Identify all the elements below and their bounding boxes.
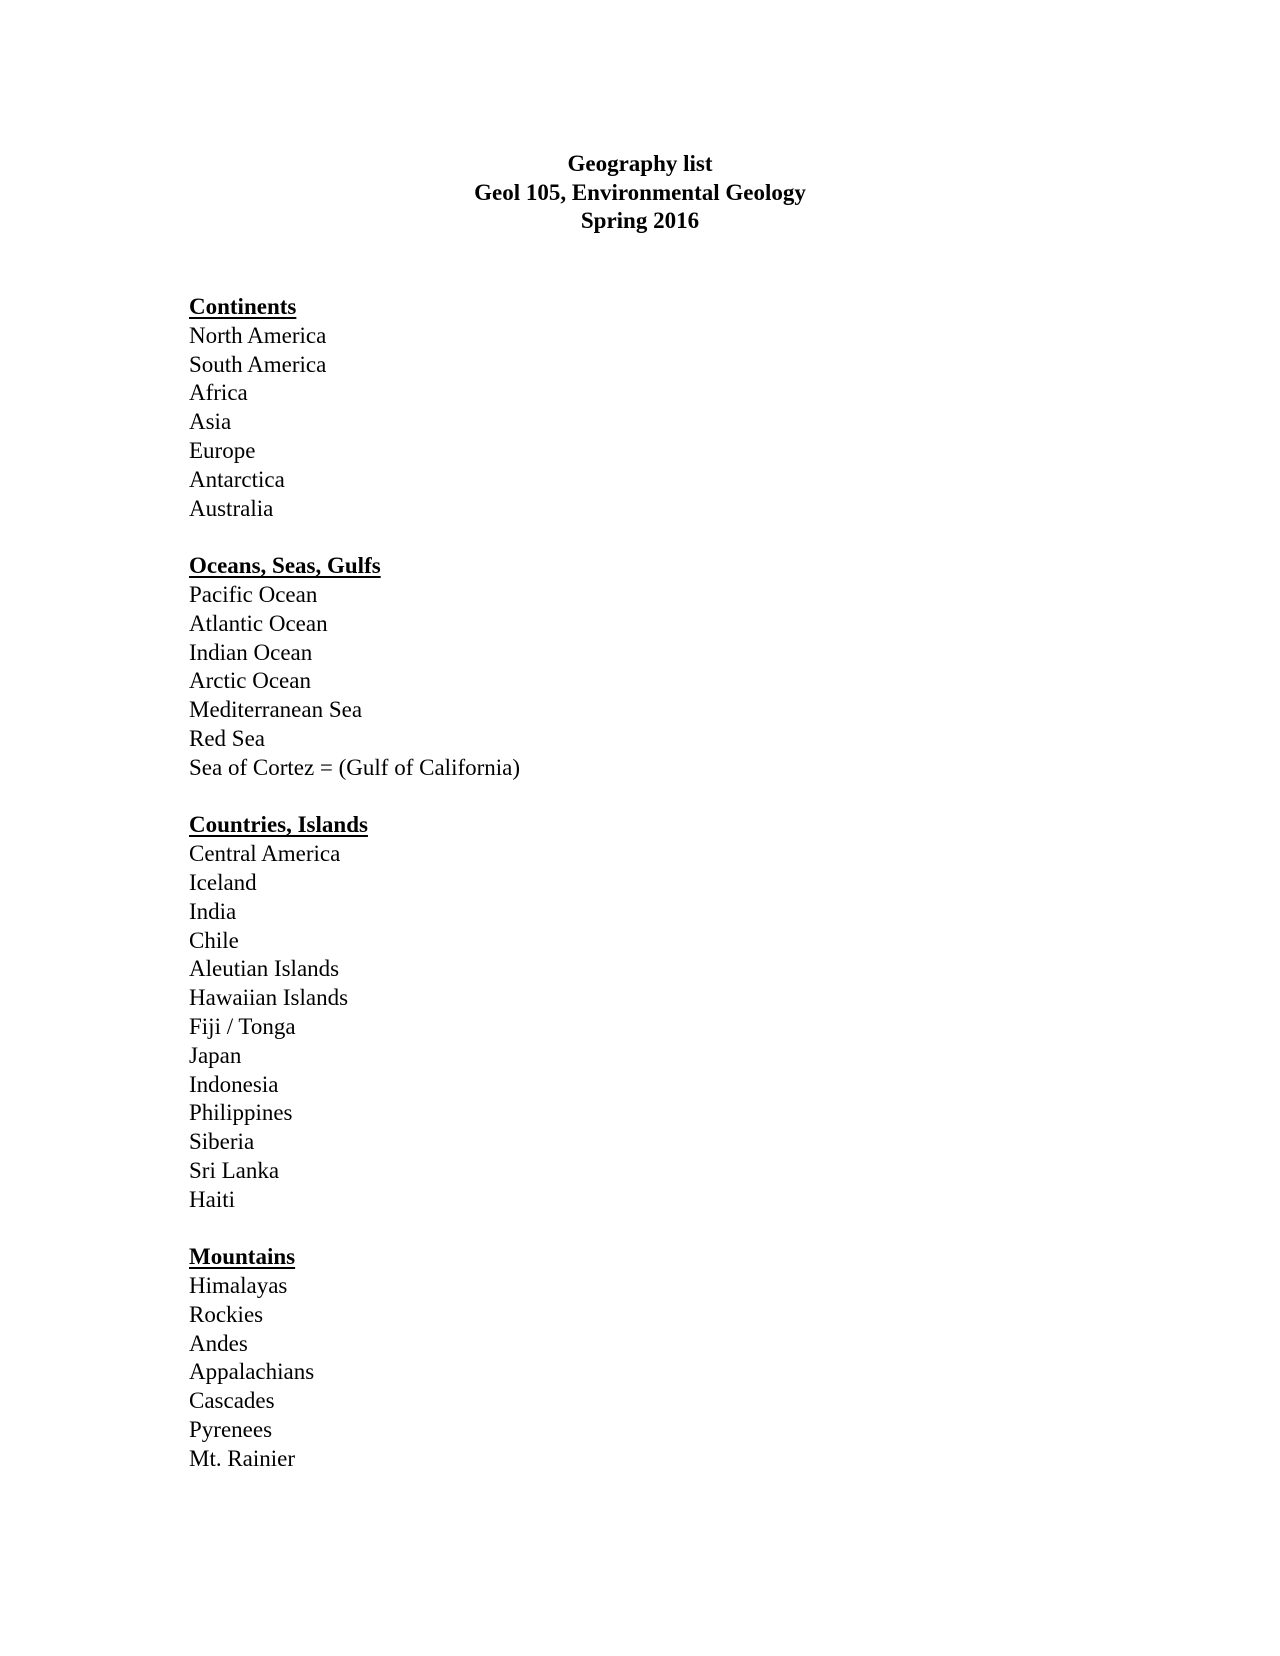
list-item: Aleutian Islands <box>189 956 340 982</box>
list-item: Arctic Ocean <box>189 668 311 694</box>
section-title: Countries, Islands <box>189 812 368 838</box>
list-item: Japan <box>189 1042 242 1068</box>
list-item: Philippines <box>189 1100 293 1126</box>
list-item: India <box>189 898 237 924</box>
list-item: Atlantic Ocean <box>189 610 328 636</box>
list-item: Fiji / Tonga <box>189 1013 296 1039</box>
list-item: Rockies <box>189 1301 264 1327</box>
list-item: Central America <box>189 841 341 867</box>
list-item: South America <box>189 351 327 377</box>
section-countries-islands <box>189 811 1089 1214</box>
list-item: Sri Lanka <box>189 1157 280 1183</box>
section-continents <box>189 293 1089 523</box>
document-body <box>189 293 1089 1502</box>
section-title: Oceans, Seas, Gulfs <box>189 553 381 579</box>
list-item: Europe <box>189 437 256 463</box>
section-oceans-seas-gulfs <box>189 552 1089 782</box>
list-item: Red Sea <box>189 725 266 751</box>
list-item: Indonesia <box>189 1071 279 1097</box>
list-item: Indian Ocean <box>189 639 313 665</box>
list-item: Antarctica <box>189 466 285 492</box>
list-item: North America <box>189 322 327 348</box>
list-item: Hawaiian Islands <box>189 985 349 1011</box>
list-item: Mediterranean Sea <box>189 697 363 723</box>
list-item: Mt. Rainier <box>189 1445 296 1471</box>
list-item: Appalachians <box>189 1359 315 1385</box>
list-item: Australia <box>189 495 274 521</box>
list-item: Haiti <box>189 1186 235 1212</box>
list-item: Pyrenees <box>189 1417 273 1443</box>
document-header <box>0 150 1280 236</box>
list-item: Cascades <box>189 1388 275 1414</box>
list-item: Andes <box>189 1330 248 1356</box>
list-item: Siberia <box>189 1129 255 1155</box>
list-item: Sea of Cortez = (Gulf of California) <box>189 754 521 780</box>
list-item: Iceland <box>189 869 257 895</box>
section-title: Continents <box>189 294 297 319</box>
term: Spring 2016 <box>580 208 700 234</box>
document-title: Geography list <box>567 151 713 176</box>
list-item: Asia <box>189 409 232 435</box>
section-mountains <box>189 1243 1089 1473</box>
section-title: Mountains <box>189 1244 296 1270</box>
course-name: Geol 105, Environmental Geology <box>474 179 806 205</box>
list-item: Pacific Ocean <box>189 581 318 607</box>
list-item: Africa <box>189 380 248 406</box>
list-item: Chile <box>189 927 239 953</box>
list-item: Himalayas <box>189 1273 288 1299</box>
